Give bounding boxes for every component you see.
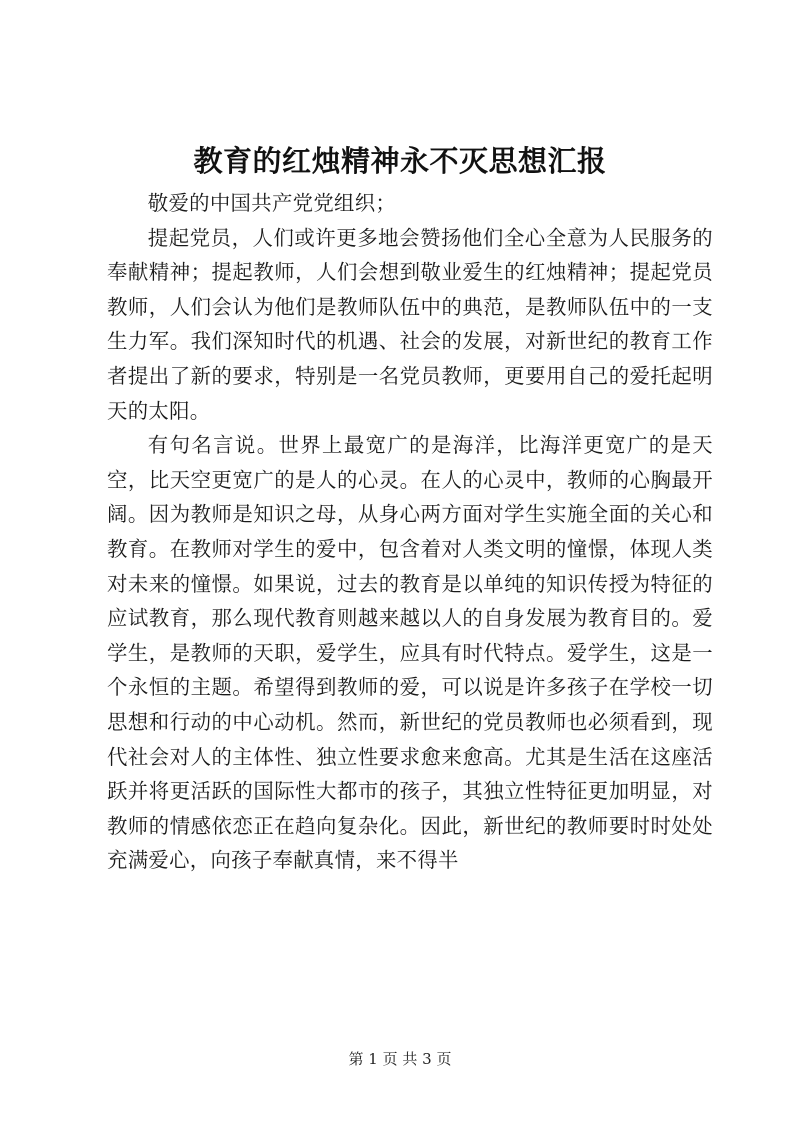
document-title: 教育的红烛精神永不灭思想汇报 xyxy=(193,144,607,178)
body-paragraph-1: 提起党员，人们或许更多地会赞扬他们全心全意为人民服务的奉献精神；提起教师，人们会想到敬业爱生的红烛精神；提起党员教师，人们会认为他们是教师队伍中的典范，是教师队伍中的一支生力军。我们深知时代的机遇、社会的发展，对新世纪的教育工作者提出了新的要求，特别是一名党员教师，更要用自己的爱托起明天的太阳。 xyxy=(107,225,713,423)
page-footer: 第 1 页 共 3 页 xyxy=(348,1050,452,1068)
document-body xyxy=(107,186,713,878)
salutation-paragraph: 敬爱的中国共产党党组织； xyxy=(147,191,397,215)
body-paragraph-2: 有句名言说。世界上最宽广的是海洋，比海洋更宽广的是天空，比天空更宽广的是人的心灵。在人的心灵中，教师的心胸最开阔。因为教师是知识之母，从身心两方面对学生实施全面的关心和教育。在教师对学生的爱中，包含着对人类文明的憧憬，体现人类对未来的憧憬。如果说，过去的教育是以单纯的知识传授为特征的应试教育，那么现代教育则越来越以人的自身发展为教育目的。爱学生，是教师的天职，爱学生，应具有时代特点。爱学生，这是一个永恒的主题。希望得到教师的爱，可以说是许多孩子在学校一切思想和行动的中心动机。然而，新世纪的党员教师也必须看到，现代社会对人的主体性、独立性要求愈来愈高。尤其是生活在这座活跃并将更活跃的国际性大都市的孩子，其独立性特征更加明显，对教师的情感依恋正在趋向复杂化。因此，新世纪的教师要时时处处充满爱心，向孩子奉献真情，来不得半 xyxy=(107,433,713,873)
